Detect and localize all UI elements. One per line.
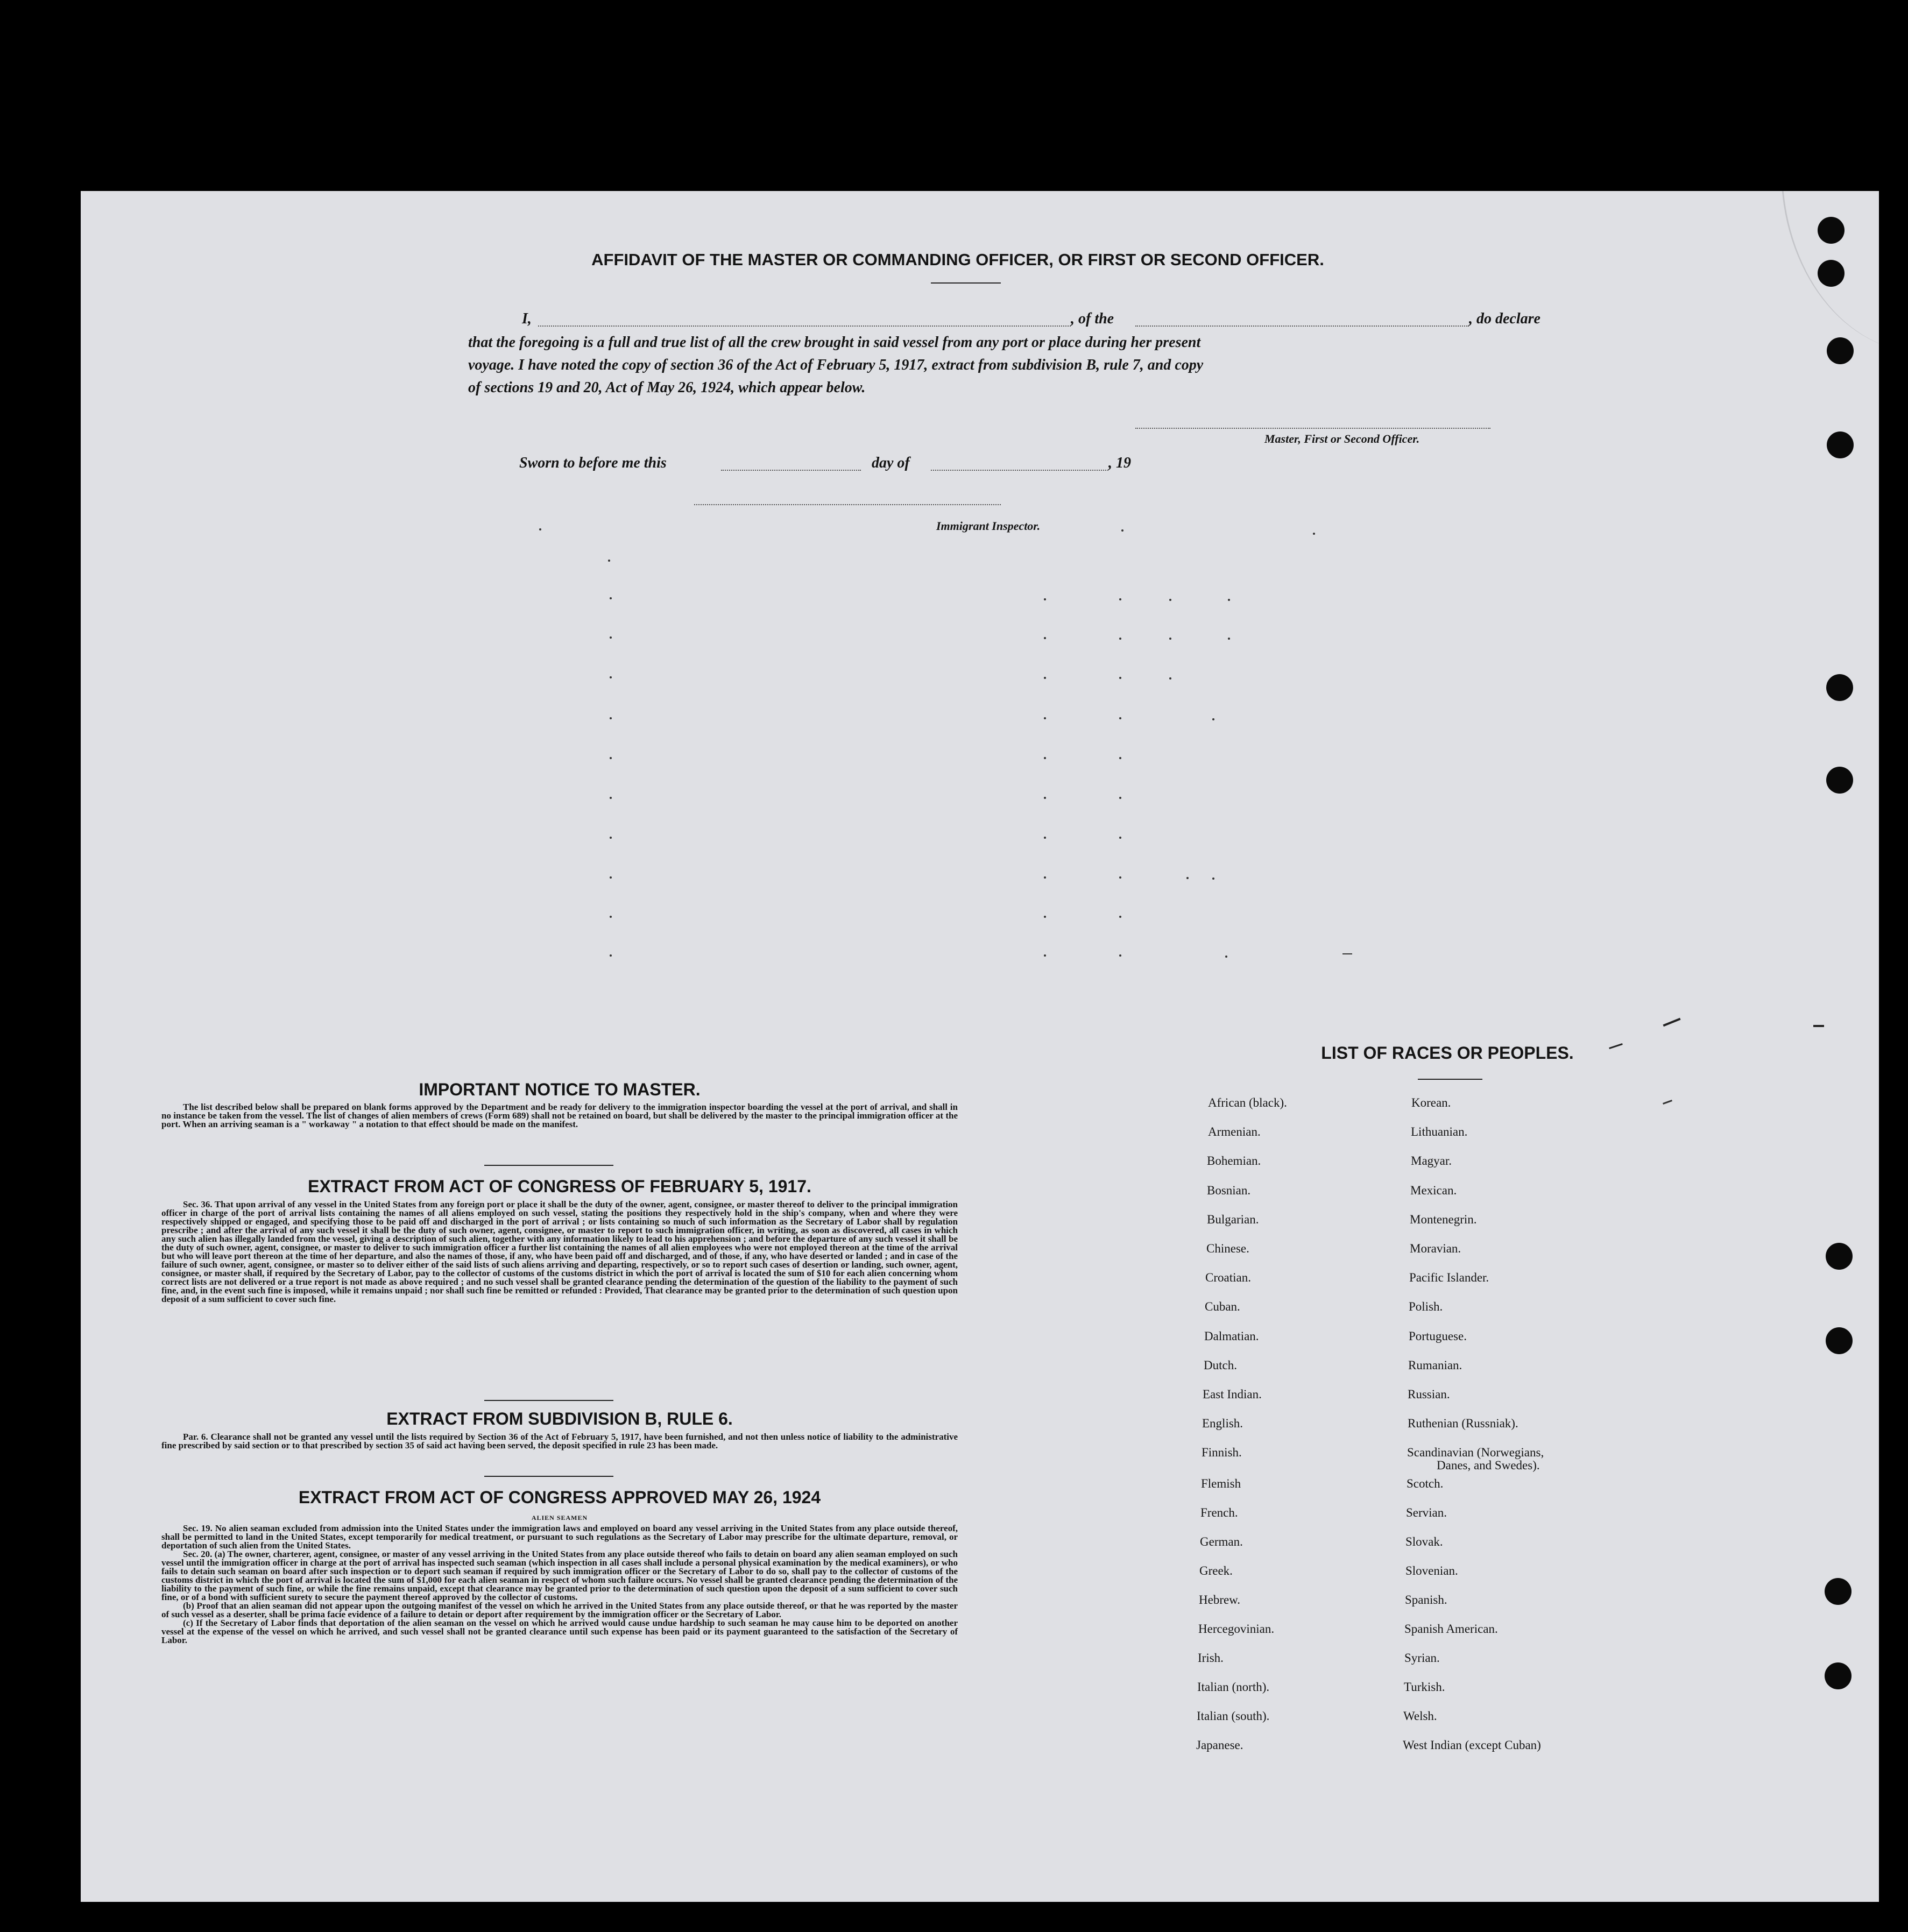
races-title: LIST OF RACES OR PEOPLES. bbox=[1321, 1043, 1574, 1063]
extract-1917-text bbox=[161, 1200, 958, 1304]
race-right-item: Syrian. bbox=[1404, 1651, 1440, 1665]
race-left-item: English. bbox=[1202, 1417, 1243, 1430]
race-left-item: East Indian. bbox=[1203, 1388, 1262, 1401]
race-right-item: Rumanian. bbox=[1408, 1358, 1462, 1372]
extract-1917-divider bbox=[484, 1400, 613, 1401]
race-right-item: Lithuanian. bbox=[1411, 1125, 1468, 1138]
race-left-item: Cuban. bbox=[1205, 1300, 1240, 1313]
race-right-item: Scandinavian (Norwegians, bbox=[1407, 1446, 1544, 1459]
sworn-year: , 19 bbox=[1108, 455, 1131, 471]
race-right-item: Servian. bbox=[1406, 1506, 1447, 1519]
rule-6-title: EXTRACT FROM SUBDIVISION B, RULE 6. bbox=[386, 1409, 733, 1428]
section-36-paragraph: Sec. 36. That upon arrival of any vessel in the United States from any foreign port or place it shall be the duty of the owner, agent, consignee, or master thereof to deliver to the principal immigration officer in charge of the port of arrival lists containing the names of all aliens employed on such vessel, stating the positions they respectively hold in the ship's company, when and where they were respectively shipped or engaged, and specifying those to be paid off and discharged in the port of arrival ; or lists containing so much of such information as the Secretary of Labor shall by regulation prescribe ; and after the arrival of any such vessel it shall be the duty of such owner, agent, consignee, or master to report to such immigration officer, in writing, as soon as discovered, all cases in which any such alien has illegally landed from the vessel, giving a description of such alien, together with any information likely to lead to his apprehension ; and before the departure of any such vessel it shall be the duty of such owner, agent, consignee, or master to deliver to such immigration officer a further list containing the names of all alien employees who were not employed thereon at the time of the arrival but who will leave port thereon at the time of her departure, and also the names of those, if any, who have been paid off and discharged, and of those, if any, who have deserted or landed ; and in case of the failure of such owner, agent, consignee, or master so to deliver either of the said lists of such aliens arriving and departing, respectively, or so to report such cases of desertion or landing, such owner, agent, consignee, or master shall, if required by the Secretary of Labor, pay to the collector of customs of the customs district in which the port of arrival is located the sum of $10 for each alien concerning whom correct lists are not delivered or a true report is not made as above required ; and no such vessel shall be granted clearance pending the determination of the question of the liability to the payment of such fine, and, in the event such fine is imposed, while it remains unpaid ; nor shall such fine be remitted or refunded : Provided, That clearance may be granted prior to the determination of such question upon deposit of a sum sufficient to cover such fine. bbox=[161, 1199, 958, 1304]
race-right-item: Magyar. bbox=[1411, 1154, 1452, 1167]
sworn-day-of: day of bbox=[872, 455, 910, 471]
binder-hole bbox=[1827, 337, 1854, 364]
race-right-item: Slovenian. bbox=[1405, 1564, 1458, 1577]
race-right-item: Pacific Islander. bbox=[1409, 1271, 1489, 1284]
race-right-item: Moravian. bbox=[1410, 1242, 1461, 1255]
race-right-item: Polish. bbox=[1409, 1300, 1443, 1313]
race-right-item: Mexican. bbox=[1410, 1184, 1457, 1197]
race-left-item: Bosnian. bbox=[1207, 1184, 1251, 1197]
binder-hole bbox=[1825, 1662, 1852, 1689]
race-right-item: Danes, and Swedes). bbox=[1437, 1459, 1540, 1472]
race-right-item: Welsh. bbox=[1403, 1709, 1437, 1723]
alien-seamen-subtitle: ALIEN SEAMEN bbox=[531, 1514, 588, 1521]
declaration-of-the: , of the bbox=[1071, 310, 1114, 327]
binder-hole bbox=[1818, 217, 1845, 244]
binder-hole bbox=[1827, 431, 1854, 458]
declaration-declare: , do declare bbox=[1469, 310, 1540, 327]
declaration-line-4: of sections 19 and 20, Act of May 26, 1924, which appear below. bbox=[468, 379, 866, 396]
binder-hole bbox=[1818, 260, 1845, 287]
section-20c-paragraph: (c) If the Secretary of Labor finds that deportation of the alien seaman on the vessel on which he arrived would cause undue hardship to such seaman he may cause him to be deported on another vessel at the expense of the vessel on which he arrived, and such vessel shall not be granted clearance until such expense has been paid or its payment guaranteed to the satisfaction of the Secretary of Labor. bbox=[161, 1618, 958, 1645]
race-left-item: Italian (south). bbox=[1197, 1709, 1270, 1723]
affidavit-title: AFFIDAVIT OF THE MASTER OR COMMANDING OFFICER, OR FIRST OR SECOND OFFICER. bbox=[591, 250, 1324, 269]
binder-hole bbox=[1825, 1578, 1852, 1605]
races-divider bbox=[1418, 1079, 1482, 1080]
master-name-blank[interactable] bbox=[538, 325, 1071, 327]
binder-hole bbox=[1826, 1327, 1853, 1354]
race-left-item: Hebrew. bbox=[1199, 1593, 1241, 1607]
race-left-item: German. bbox=[1200, 1535, 1243, 1548]
sworn-month-blank[interactable] bbox=[931, 470, 1108, 471]
declaration-line-3: voyage. I have noted the copy of section 36 of the Act of February 5, 1917, extract from subdivision B, rule 7, and copy bbox=[468, 357, 1204, 373]
race-right-item: Korean. bbox=[1411, 1096, 1451, 1109]
race-left-item: Croatian. bbox=[1205, 1271, 1251, 1284]
extract-1924-title: EXTRACT FROM ACT OF CONGRESS APPROVED MAY 26, 1924 bbox=[298, 1488, 821, 1507]
race-right-item: West Indian (except Cuban) bbox=[1403, 1738, 1541, 1752]
race-left-item: Dalmatian. bbox=[1204, 1329, 1259, 1343]
race-left-item: Chinese. bbox=[1206, 1242, 1249, 1255]
race-right-item: Portuguese. bbox=[1409, 1329, 1467, 1343]
race-left-item: Bohemian. bbox=[1207, 1154, 1261, 1167]
extract-1917-title: EXTRACT FROM ACT OF CONGRESS OF FEBRUARY 5, 1917. bbox=[308, 1177, 811, 1196]
race-left-item: Flemish bbox=[1201, 1477, 1241, 1490]
race-right-item: Ruthenian (Russniak). bbox=[1408, 1417, 1518, 1430]
race-left-item: Italian (north). bbox=[1197, 1680, 1270, 1694]
inspector-caption: Immigrant Inspector. bbox=[936, 519, 1041, 533]
sworn-text: Sworn to before me this bbox=[519, 455, 667, 471]
race-left-item: Dutch. bbox=[1204, 1358, 1237, 1372]
rule-6-paragraph: Par. 6. Clearance shall not be granted any vessel until the lists required by Section 36 of the Act of February 5, 1917, have been furnished, and not then unless notice of liability to the administrative fine prescribed by said section or to that prescribed by section 35 of said act having been served, the deposit specified in rule 23 has been made. bbox=[161, 1432, 958, 1450]
race-left-item: Bulgarian. bbox=[1207, 1213, 1259, 1226]
race-right-item: Slovak. bbox=[1405, 1535, 1443, 1548]
extract-1924-text bbox=[161, 1524, 958, 1645]
race-left-item: Irish. bbox=[1198, 1651, 1224, 1665]
inspector-signature-blank[interactable] bbox=[694, 504, 1001, 505]
declaration-i: I, bbox=[522, 310, 532, 327]
notice-title: IMPORTANT NOTICE TO MASTER. bbox=[419, 1080, 701, 1099]
race-left-item: Armenian. bbox=[1208, 1125, 1261, 1138]
sworn-day-blank[interactable] bbox=[721, 470, 861, 471]
document-page bbox=[81, 191, 1879, 1902]
binder-hole bbox=[1826, 1243, 1853, 1270]
race-left-item: Greek. bbox=[1199, 1564, 1233, 1577]
section-19-paragraph: Sec. 19. No alien seaman excluded from admission into the United States under the immigration laws and employed on board any vessel arriving in the United States from any place outside thereof, shall be permitted to land in the United States, except temporarily for medical treatment, or pursuant to such regulations as the Secretary of Labor may prescribe for the ultimate departure, removal, or deportation of such alien from the United States. bbox=[161, 1523, 958, 1551]
race-left-item: Japanese. bbox=[1196, 1738, 1243, 1752]
notice-divider bbox=[484, 1165, 613, 1166]
master-signature-caption: Master, First or Second Officer. bbox=[1264, 432, 1420, 445]
race-left-item: Hercegovinian. bbox=[1198, 1622, 1275, 1636]
title-divider bbox=[931, 282, 1001, 284]
race-right-item: Spanish American. bbox=[1404, 1622, 1498, 1636]
vessel-name-blank[interactable] bbox=[1135, 325, 1469, 327]
declaration-line-2: that the foregoing is a full and true list of all the crew brought in said vessel from any port or place during her present bbox=[468, 334, 1201, 351]
notice-paragraph: The list described below shall be prepared on blank forms approved by the Department and be ready for delivery to the immigration inspector boarding the vessel at the port of arrival, and shall in no instance be taken from the vessel. The list of changes of alien members of crews (Form 689) shall not be retained on board, but shall be delivered by the master to the principal immigration officer at the port. When an arriving seaman is a " workaway " a notation to that effect should be made on the manifest. bbox=[161, 1102, 958, 1129]
race-left-item: African (black). bbox=[1208, 1096, 1287, 1109]
binder-hole bbox=[1826, 767, 1853, 794]
race-right-item: Scotch. bbox=[1407, 1477, 1444, 1490]
section-20b-paragraph: (b) Proof that an alien seaman did not appear upon the outgoing manifest of the vessel on which he arrived in the United States from any place outside thereof, or that he was reported by the master of such vessel as a deserter, shall be prima facie evidence of a failure to detain or deport after requirement by the immigration officer or the Secretary of Labor. bbox=[161, 1601, 958, 1619]
race-right-item: Montenegrin. bbox=[1410, 1213, 1477, 1226]
binder-hole bbox=[1826, 674, 1853, 701]
rule-6-divider bbox=[484, 1476, 613, 1477]
race-right-item: Spanish. bbox=[1405, 1593, 1447, 1607]
race-right-item: Russian. bbox=[1408, 1388, 1450, 1401]
race-left-item: Finnish. bbox=[1202, 1446, 1242, 1459]
notice-text bbox=[161, 1103, 958, 1129]
race-left-item: French. bbox=[1200, 1506, 1238, 1519]
section-20a-paragraph: Sec. 20. (a) The owner, charterer, agent, consignee, or master of any vessel arriving in the United States from any place outside thereof who fails to detain on board any alien seaman employed on such vessel until the immigration officer in charge at the port of arrival has inspected such seaman (which inspection in all cases shall include a personal physical examination by the medical examiners), or who fails to detain such seaman on board after such inspection or to deport such seaman if required by such immigration officer or the Secretary of Labor to do so, shall pay to the collector of customs of the customs district in which the port of arrival is located the sum of $1,000 for each alien seaman in respect of whom such failure occurs. No vessel shall be granted clearance pending the determination of the liability to the payment of such fine, or while the fine remains unpaid, except that clearance may be granted prior to the determination of such question upon the deposit of a sum sufficient to cover such fine, or of a bond with sufficient surety to secure the payment thereof approved by the collector of customs. bbox=[161, 1549, 958, 1602]
race-right-item: Turkish. bbox=[1404, 1680, 1445, 1694]
master-signature-blank[interactable] bbox=[1135, 428, 1490, 429]
rule-6-text bbox=[161, 1433, 958, 1450]
